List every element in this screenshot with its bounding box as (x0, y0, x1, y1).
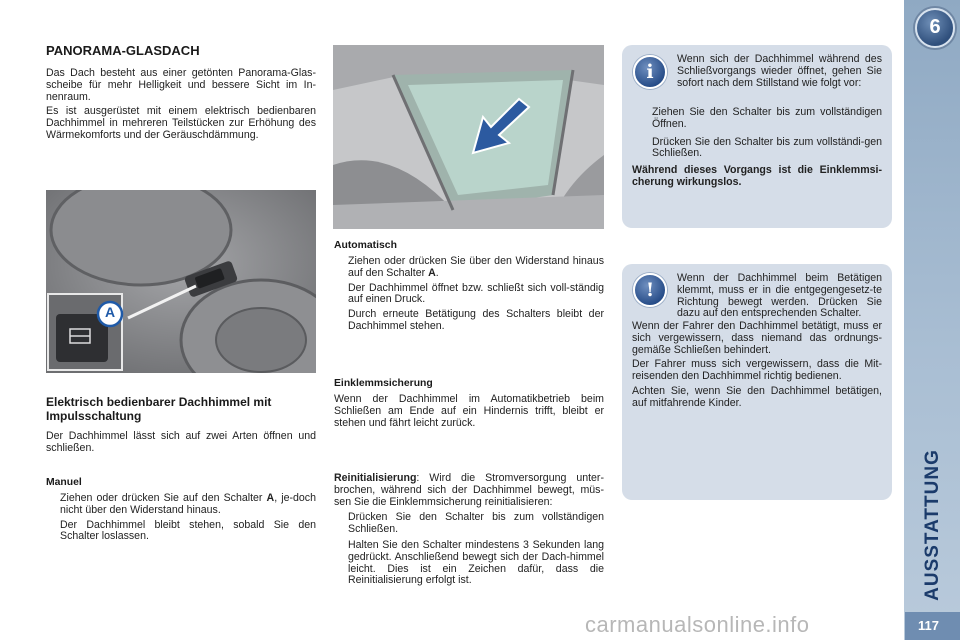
manual-bullet-1: Ziehen oder drücken Sie auf den Schalter A, je-doch nicht über den Widerstand hinaus. (60, 492, 316, 516)
page-title: PANORAMA-GLASDACH (46, 43, 200, 58)
warning-paragraph-1: Wenn der Dachhimmel beim Betätigen klemmt, muss er in die entgegengesetz-te Richtung bewegt werden. Drücken Sie dazu auf den entsprechenden Schalter. (677, 272, 882, 320)
reinitialisation-intro: Reinitialisierung: Wird die Stromversorgung unter-brochen, während sich der Dachhimmel bewegt, müs-sen Sie die Einklemmsicherung reinitialisieren: (334, 472, 604, 508)
reinitialisation-bullet-2: Halten Sie den Schalter mindestens 3 Sekunden lang gedrückt. Anschließend bewegt sich der Dach-himmel leicht. Dies ist ein Zeichen dafür, dass die Reinitialisierung erfolgt ist. (348, 538, 604, 587)
automatic-bullet-1: Ziehen oder drücken Sie über den Widerstand hinaus auf den Schalter A. (348, 255, 604, 279)
section-title: Elektrisch bedienbarer Dachhimmel mit Impulsschaltung (46, 395, 272, 423)
intro-paragraph-2: Es ist ausgerüstet mit einem elektrisch bedienbaren Dachhimmel in mehreren Teilstücken zur Erhöhung des Wärmekomforts und der Geräuschdämmung. (46, 105, 316, 141)
chapter-number: 6 (929, 16, 941, 38)
automatic-continuation-1: Der Dachhimmel öffnet bzw. schließt sich voll-ständig auf einen Druck. (348, 281, 604, 306)
panoramic-roof-illustration (333, 45, 604, 229)
warning-paragraph-4: Achten Sie, wenn Sie den Dachhimmel betätigen, auf mitfahrende Kinder. (632, 384, 882, 409)
reinitialisation-bullet-1: Drücken Sie den Schalter bis zum vollständigen Schließen. (348, 511, 604, 536)
intro-block (46, 68, 316, 142)
panoramic-roof-photo (333, 45, 604, 229)
chapter-badge (915, 8, 955, 48)
page-number: 117 (918, 618, 939, 633)
intro-paragraph-1: Das Dach besteht aus einer getönten Panorama-Glas-scheibe für mehr Helligkeit und bessere Sicht im In-nenraum. (46, 67, 316, 103)
chapter-title: AUSSTATTUNG (922, 449, 943, 601)
info-icon: i (633, 55, 667, 89)
warning-paragraph-3: Der Fahrer muss sich vergewissern, dass die Mit-reisenden den Dachhimmel richtig bedienen. (632, 358, 882, 383)
chapter-title-vertical (905, 449, 960, 601)
pinch-protection-text: Wenn der Dachhimmel im Automatikbetrieb beim Schließen am Ende auf ein Hindernis trifft, bleibt er stehen und fährt leicht zurück. (334, 393, 604, 429)
warning-paragraph-2: Wenn der Fahrer den Dachhimmel betätigt, muss er sich vergewissern, dass niemand das ordnungs-gemäße Schließen behindert. (632, 320, 882, 356)
automatic-heading: Automatisch (334, 240, 397, 251)
info-instructions (632, 107, 882, 189)
roof-switch-photo (46, 190, 316, 373)
pinch-protection-heading: Einklemmsicherung (334, 378, 433, 389)
warning-paragraphs (632, 321, 882, 410)
section-text: Der Dachhimmel lässt sich auf zwei Arten öffnen und schließen. (46, 430, 316, 454)
reinitialisation-heading: Reinitialisierung (334, 472, 417, 484)
info-text: Wenn sich der Dachhimmel während des Schließvorgangs wieder öffnet, gehen Sie sofort nach dem Stillstand wie folgt vor: (677, 53, 882, 89)
info-bullet-2: Drücken Sie den Schalter bis zum vollständi-gen Schließen. (652, 135, 882, 160)
info-bullet-1: Ziehen Sie den Schalter bis zum vollständigen Öffnen. (652, 106, 882, 130)
roof-switch-illustration (46, 190, 316, 373)
info-warning: Während dieses Vorgangs ist die Einklemmsi-cherung wirkungslos. (632, 164, 882, 188)
manual-instructions (46, 493, 316, 543)
warning-icon: ! (633, 273, 667, 307)
switch-label-a: A (104, 304, 116, 320)
automatic-continuation-2: Durch erneute Betätigung des Schalters bleibt der Dachhimmel stehen. (348, 308, 604, 332)
manual-heading: Manuel (46, 477, 82, 488)
manual-continuation: Der Dachhimmel bleibt stehen, sobald Sie den Schalter loslassen. (60, 518, 316, 543)
watermark: carmanualsonline.info (585, 612, 810, 637)
reinitialisation-block (334, 473, 604, 587)
automatic-instructions (334, 256, 604, 333)
